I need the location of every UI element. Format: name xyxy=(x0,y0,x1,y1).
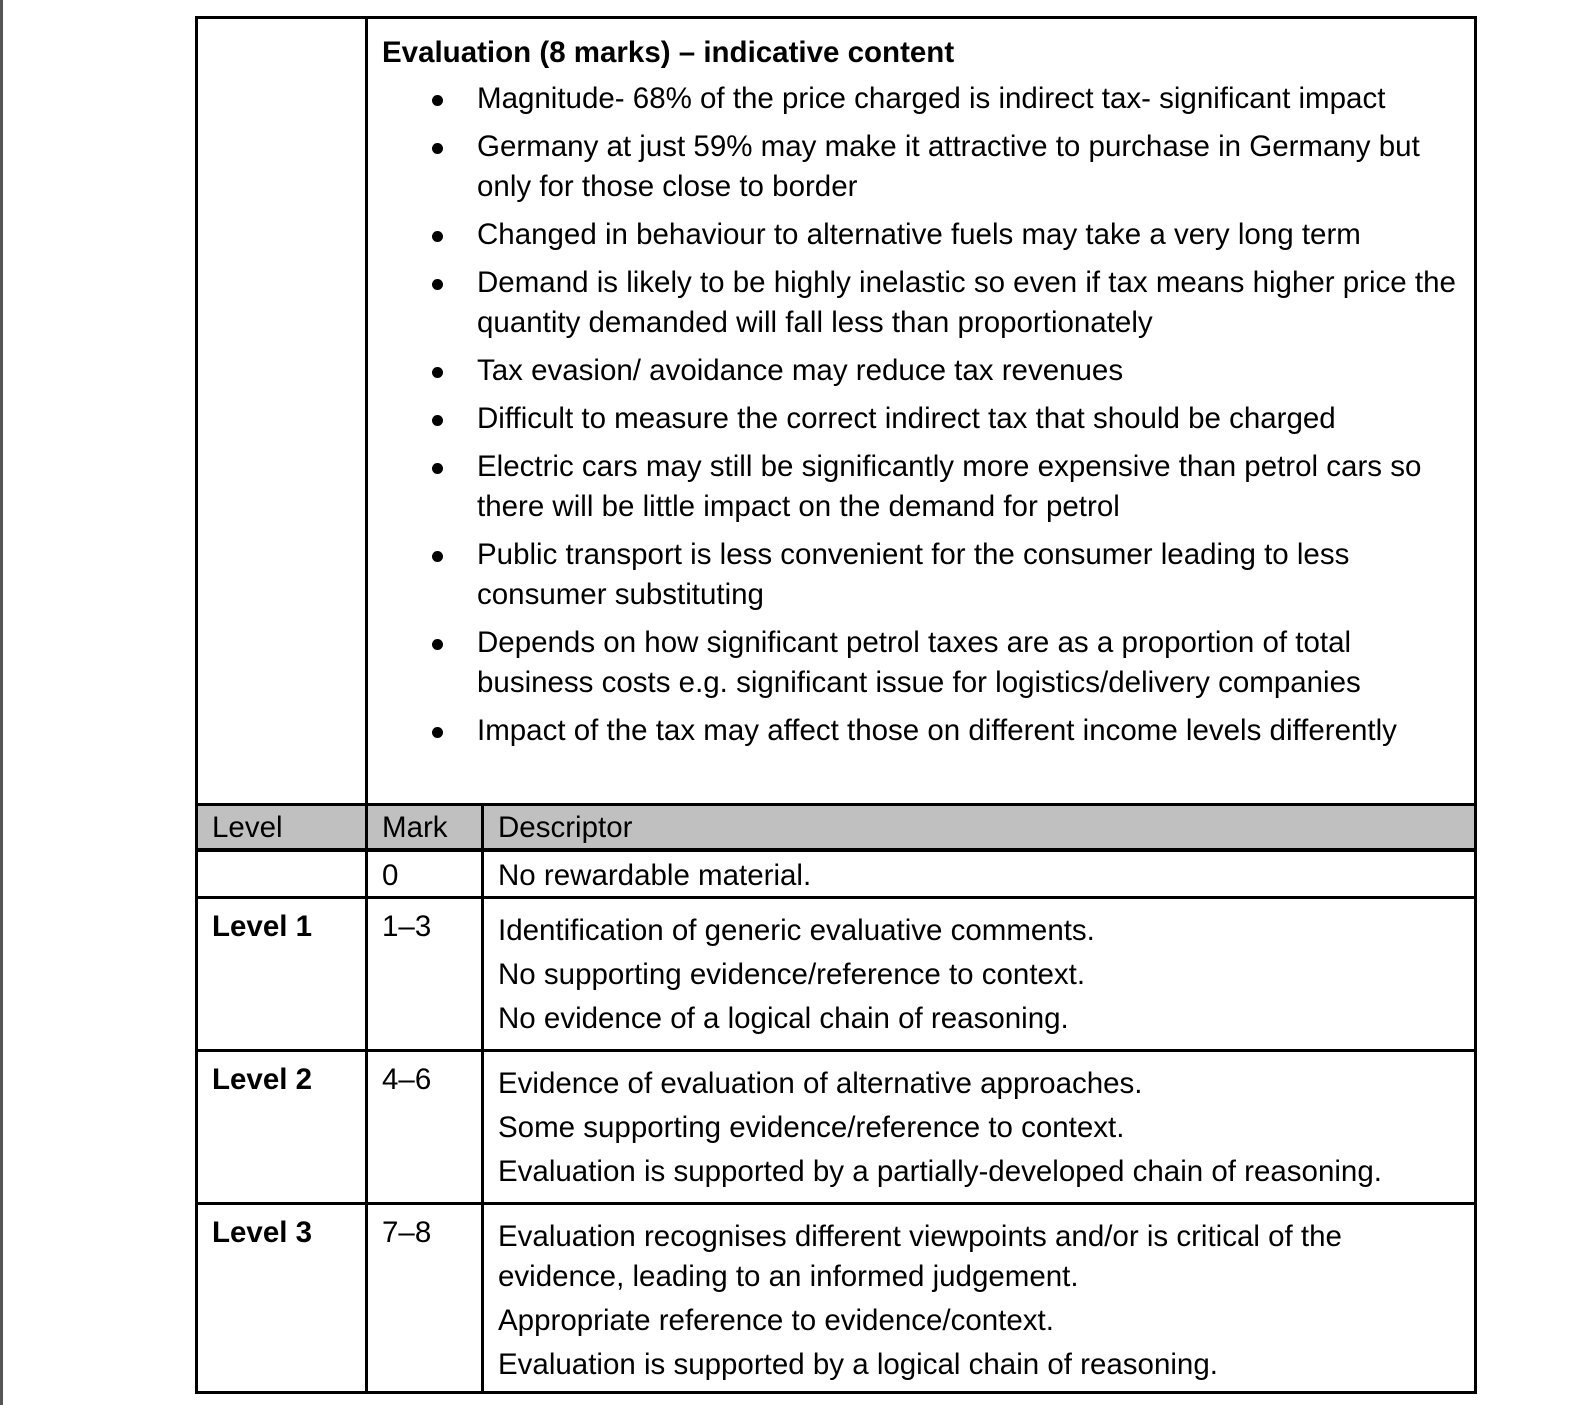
level-cell: Level 3 xyxy=(197,1204,367,1393)
list-item: Changed in behaviour to alternative fuels may take a very long term xyxy=(382,215,1460,255)
list-item: Tax evasion/ avoidance may reduce tax revenues xyxy=(382,351,1460,391)
list-item: Impact of the tax may affect those on different income levels differently xyxy=(382,711,1460,751)
list-item: Depends on how significant petrol taxes are as a proportion of total business costs e.g. significant issue for logistics/delivery companies xyxy=(382,623,1460,703)
descriptor-line: Evidence of evaluation of alternative approaches. xyxy=(498,1067,1143,1100)
indicative-content-cell xyxy=(367,18,1476,805)
list-item: Electric cars may still be significantly more expensive than petrol cars so there will be little impact on the demand for petrol xyxy=(382,447,1460,527)
mark-scheme-table xyxy=(195,16,1477,1394)
header-mark: Mark xyxy=(367,805,483,851)
descriptor-line: Appropriate reference to evidence/context. xyxy=(498,1304,1054,1337)
evaluation-heading: Evaluation (8 marks) – indicative content xyxy=(382,36,955,69)
descriptor-cell xyxy=(483,1204,1476,1393)
descriptor-cell xyxy=(483,1051,1476,1204)
descriptor-line: No supporting evidence/reference to context. xyxy=(498,958,1086,991)
descriptor-line: Evaluation is supported by a logical chain of reasoning. xyxy=(498,1348,1218,1381)
list-item: Demand is likely to be highly inelastic so even if tax means higher price the quantity demanded will fall less than proportionately xyxy=(382,263,1460,343)
mark-cell: 1–3 xyxy=(367,898,483,1051)
descriptor-line: No evidence of a logical chain of reasoning. xyxy=(498,1002,1069,1035)
table-row xyxy=(197,850,1476,898)
mark-cell: 0 xyxy=(367,850,483,898)
table-header-row xyxy=(197,805,1476,851)
indicative-content-row xyxy=(197,18,1476,805)
mark-cell: 4–6 xyxy=(367,1051,483,1204)
descriptor-line: Evaluation recognises different viewpoints and/or is critical of the evidence, leading to an informed judgement. xyxy=(498,1220,1342,1293)
table-row xyxy=(197,1204,1476,1393)
table-row xyxy=(197,898,1476,1051)
window-edge xyxy=(0,0,3,1405)
header-descriptor: Descriptor xyxy=(483,805,1476,851)
descriptor-cell xyxy=(483,898,1476,1051)
list-item: Public transport is less convenient for the consumer leading to less consumer substituting xyxy=(382,535,1460,615)
table-row xyxy=(197,1051,1476,1204)
bullet-list xyxy=(382,79,1460,751)
list-item: Magnitude- 68% of the price charged is indirect tax- significant impact xyxy=(382,79,1460,119)
level-cell: Level 1 xyxy=(197,898,367,1051)
descriptor-cell: No rewardable material. xyxy=(483,850,1476,898)
level-cell xyxy=(197,850,367,898)
descriptor-line: Identification of generic evaluative comments. xyxy=(498,914,1095,947)
level-cell: Level 2 xyxy=(197,1051,367,1204)
mark-cell: 7–8 xyxy=(367,1204,483,1393)
list-item: Difficult to measure the correct indirect tax that should be charged xyxy=(382,399,1460,439)
descriptor-line: Some supporting evidence/reference to context. xyxy=(498,1111,1125,1144)
empty-cell xyxy=(197,18,367,805)
header-level: Level xyxy=(197,805,367,851)
list-item: Germany at just 59% may make it attractive to purchase in Germany but only for those close to border xyxy=(382,127,1460,207)
descriptor-line: Evaluation is supported by a partially-developed chain of reasoning. xyxy=(498,1155,1382,1188)
